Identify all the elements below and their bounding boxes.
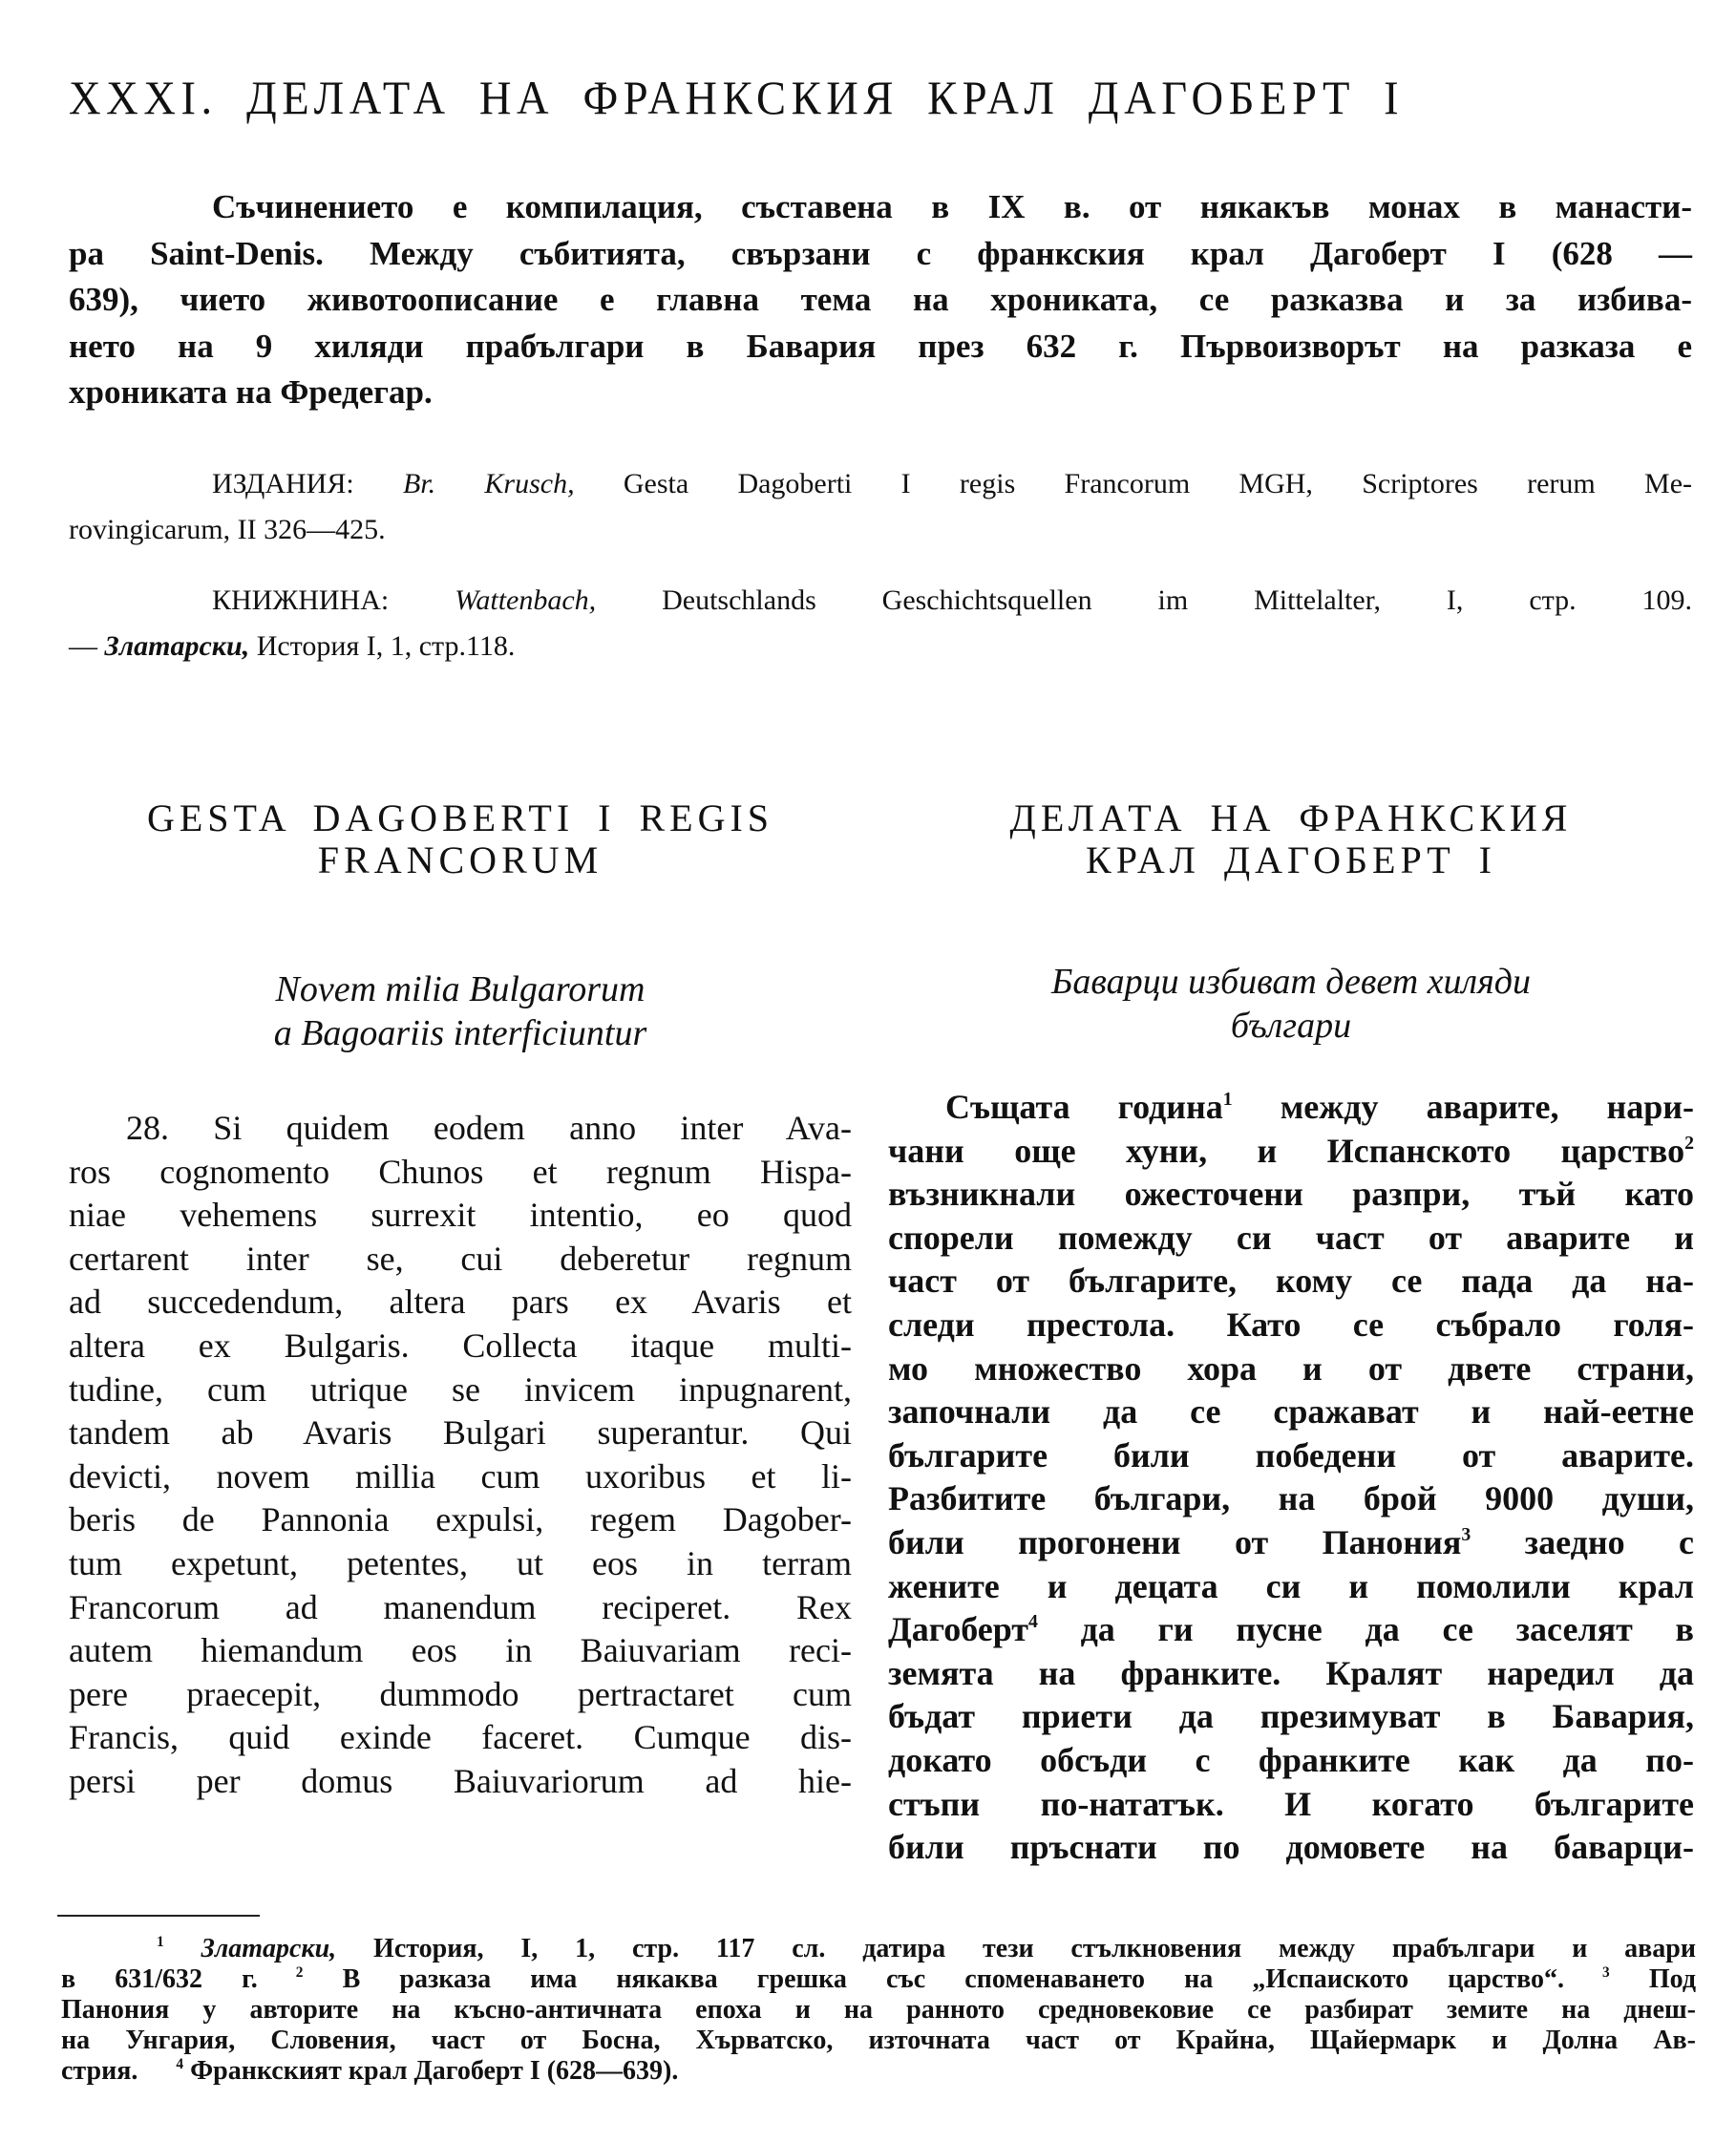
text: заедно с xyxy=(1471,1522,1694,1561)
body-line: част от българите, кому се пада да на- xyxy=(888,1262,1694,1301)
body-line: tum expetunt, petentes, ut eos in terram xyxy=(69,1543,852,1582)
footnote-text: стрия. xyxy=(61,2056,138,2086)
footnote-line: Панония у авторите на късно-античната епоха и на ранното средновековие се разбират земите на днеш- xyxy=(61,1995,1696,2025)
body-line: бъдат приети да презимуват в Бавария, xyxy=(888,1697,1694,1736)
literature-line xyxy=(69,578,1692,624)
intro-line: хрониката на Фредегар. xyxy=(69,373,433,411)
body-line xyxy=(888,1521,1694,1565)
body-line: следи престола. Като се събрало голя- xyxy=(888,1305,1694,1344)
body-line: мо множество хора и от двете страни, xyxy=(888,1348,1694,1388)
footnote-text: История, I, 1, стр. 117 сл. датира тези стълкновения между прабългари и авари xyxy=(373,1934,1697,1963)
literature-author-2: Златарски, xyxy=(104,630,250,662)
bulgarian-subtitle-line: българи xyxy=(1230,1006,1352,1046)
latin-title-line: GESTA DAGOBERTI I REGIS xyxy=(146,796,774,839)
latin-subtitle-line: Novem milia Bulgarorum xyxy=(275,969,646,1009)
body-line xyxy=(888,1130,1694,1174)
body-line: Francis, quid exinde faceret. Cumque dis- xyxy=(69,1718,852,1757)
body-line: започнали да се сражават и най-еетне xyxy=(888,1392,1694,1432)
footnote-ref[interactable]: 4 xyxy=(1027,1611,1038,1633)
body-line: pere praecepit, dummodo pertractaret cum xyxy=(69,1674,852,1713)
footnote-mark: 3 xyxy=(1602,1964,1610,1982)
body-line: 28. Si quidem eodem anno inter Ava- xyxy=(126,1109,852,1147)
body-line: Francorum ad manendum reciperet. Rex xyxy=(69,1587,852,1626)
editions-label: ИЗДАНИЯ: xyxy=(212,468,354,499)
bulgarian-title xyxy=(888,797,1694,881)
bulgarian-subtitle xyxy=(888,960,1694,1048)
text: чани още хуни, и Испанското царство xyxy=(888,1131,1685,1170)
literature-section xyxy=(69,578,1692,669)
footnote-text: В разказа има някаква грешка със споменаването на „Испаиското царство“. xyxy=(342,1964,1565,1994)
body-line: българите били победени от аварите. xyxy=(888,1435,1694,1475)
footnote-author: Златарски, xyxy=(201,1934,337,1963)
latin-body xyxy=(69,1107,852,1804)
body-line: ros cognomento Chunos et regnum Hispa- xyxy=(69,1152,852,1191)
bulgarian-body xyxy=(888,1086,1694,1870)
footnote-ref[interactable]: 3 xyxy=(1461,1524,1471,1546)
text: Дагоберт xyxy=(888,1610,1028,1649)
bulgarian-title-line: ДЕЛАТА НА ФРАНКСКИЯ xyxy=(1009,796,1573,839)
editions-line: rovingicarum, II 326—425. xyxy=(69,514,386,545)
intro-line: 639), чието животоописание е главна тема на хрониката, се разказва и за избива- xyxy=(69,281,1692,318)
body-line: жените и децата си и помолили крал xyxy=(888,1566,1694,1605)
body-line: niae vehemens surrexit intentio, eo quod xyxy=(69,1196,852,1235)
body-line xyxy=(888,1086,1694,1130)
editions-section xyxy=(69,461,1692,553)
body-line: tandem ab Avaris Bulgari superantur. Qui xyxy=(69,1413,852,1453)
editions-author: Br. Krusch, xyxy=(402,468,575,499)
literature-text-2: История I, 1, стр.118. xyxy=(256,630,516,662)
intro-line: нето на 9 хиляди прабългари в Бавария през 632 г. Първоизворът на разказа е xyxy=(69,327,1692,365)
footnote-line: на Унгария, Словения, част от Босна, Хърватско, източната част от Крайна, Щайермарк и Долна Ав- xyxy=(61,2026,1696,2055)
body-line: tudine, cum utrique se invicem inpugnarent, xyxy=(69,1369,852,1409)
text: да ги пусне да се заселят в xyxy=(1037,1610,1694,1649)
body-line: beris de Pannonia expulsi, regem Dagober- xyxy=(69,1500,852,1539)
footnotes xyxy=(61,1934,1696,2087)
literature-text: Deutschlands Geschichtsquellen im Mittelalter, I, стр. 109. xyxy=(662,584,1693,616)
latin-subtitle-line: a Bagoariis interficiuntur xyxy=(273,1013,647,1053)
latin-title xyxy=(69,797,852,881)
editions-line xyxy=(69,461,1692,507)
body-line: persi per domus Baiuvariorum ad hie- xyxy=(69,1761,852,1800)
footnote-line xyxy=(61,2056,1696,2087)
footnote-text: Франкският крал Дагоберт I (628—639). xyxy=(190,2056,679,2086)
text: между аварите, нари- xyxy=(1232,1088,1694,1126)
footnote-mark: 4 xyxy=(176,2056,184,2073)
footnote-line xyxy=(61,1964,1696,1995)
literature-label: КНИЖНИНА: xyxy=(212,584,390,616)
dash: — xyxy=(69,630,97,662)
body-line: devicti, novem millia cum uxoribus et li- xyxy=(69,1456,852,1496)
literature-line xyxy=(69,624,1692,669)
body-line: ad succedendum, altera pars ex Avaris et xyxy=(69,1283,852,1322)
body-line: спорели помежду си част от аварите и xyxy=(888,1218,1694,1257)
latin-title-line: FRANCORUM xyxy=(317,838,603,881)
body-line: стъпи по-нататък. И когато българите xyxy=(888,1784,1694,1823)
text: Същата година xyxy=(945,1088,1223,1126)
body-line: autem hiemandum eos in Baiuvariam reci- xyxy=(69,1631,852,1670)
chapter-title: XXXI. ДЕЛАТА НА ФРАНКСКИЯ КРАЛ ДАГОБЕРТ I xyxy=(69,71,1405,124)
body-line: certarent inter se, cui deberetur regnum xyxy=(69,1239,852,1278)
body-line: Разбитите българи, на брой 9000 души, xyxy=(888,1479,1694,1518)
footnote-mark: 1 xyxy=(157,1934,164,1951)
footnote-mark: 2 xyxy=(295,1964,304,1982)
latin-column xyxy=(69,797,852,1804)
latin-subtitle xyxy=(69,967,852,1055)
footnote-divider xyxy=(57,1915,260,1917)
body-line: altera ex Bulgaris. Collecta itaque multi- xyxy=(69,1326,852,1365)
footnote-ref[interactable]: 2 xyxy=(1684,1132,1694,1154)
bulgarian-title-line: КРАЛ ДАГОБЕРТ I xyxy=(1086,838,1496,881)
footnote-text: в 631/632 г. xyxy=(61,1964,258,1994)
body-line: били пръснати по домовете на баварци- xyxy=(888,1828,1694,1867)
body-line xyxy=(888,1608,1694,1652)
bulgarian-column xyxy=(888,797,1694,1870)
footnote-text: Под xyxy=(1648,1964,1697,1994)
body-line: възникнали ожесточени разпри, тъй като xyxy=(888,1175,1694,1214)
intro-line: ра Saint-Denis. Между събитията, свързани с франкския крал Дагоберт I (628 — xyxy=(69,234,1692,272)
intro-paragraph xyxy=(69,184,1692,416)
footnote-line xyxy=(61,1934,1696,1964)
body-line: земята на франките. Кралят наредил да xyxy=(888,1653,1694,1692)
bulgarian-subtitle-line: Баварци избиват девет хиляди xyxy=(1051,962,1531,1002)
literature-author: Wattenbach, xyxy=(455,584,597,616)
body-line: докато обсъди с франките как да по- xyxy=(888,1740,1694,1779)
text: били прогонени от Панония xyxy=(888,1522,1462,1561)
intro-line: Съчинението е компилация, съставена в IX в. от някакъв монах в манасти- xyxy=(212,188,1692,225)
footnote-ref[interactable]: 1 xyxy=(1222,1089,1233,1111)
editions-text: Gesta Dagoberti I regis Francorum MGH, Scriptores rerum Me- xyxy=(623,468,1692,499)
